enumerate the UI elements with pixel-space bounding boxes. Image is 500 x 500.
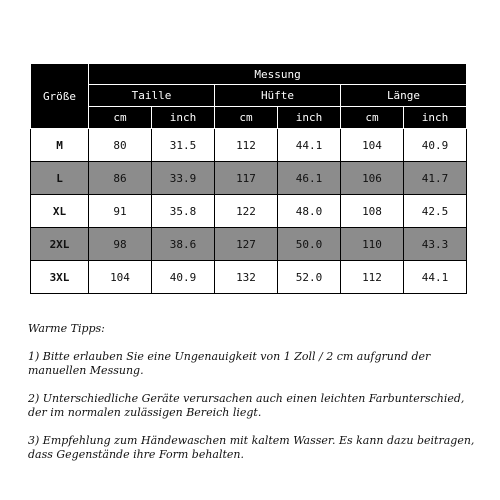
unit-header-cm: cm <box>215 107 278 129</box>
size-header: Größe <box>31 64 89 129</box>
notes-title: Warme Tipps: <box>28 322 105 335</box>
value-cell: 43.3 <box>404 228 467 261</box>
value-cell: 44.1 <box>278 129 341 162</box>
size-cell: L <box>31 162 89 195</box>
value-cell: 127 <box>215 228 278 261</box>
header-row-measure <box>31 64 467 85</box>
value-cell: 117 <box>215 162 278 195</box>
group-header-huefte: Hüfte <box>215 85 341 107</box>
value-cell: 108 <box>341 195 404 228</box>
value-cell: 48.0 <box>278 195 341 228</box>
unit-header-inch: inch <box>152 107 215 129</box>
size-cell: XL <box>31 195 89 228</box>
table-row <box>31 162 467 195</box>
size-cell: M <box>31 129 89 162</box>
value-cell: 106 <box>341 162 404 195</box>
value-cell: 104 <box>341 129 404 162</box>
unit-header-cm: cm <box>341 107 404 129</box>
value-cell: 98 <box>89 228 152 261</box>
value-cell: 42.5 <box>404 195 467 228</box>
value-cell: 46.1 <box>278 162 341 195</box>
value-cell: 38.6 <box>152 228 215 261</box>
tip-item: 1) Bitte erlauben Sie eine Ungenauigkeit von 1 Zoll / 2 cm aufgrund der manuellen Messung. <box>28 350 431 377</box>
size-cell: 3XL <box>31 261 89 294</box>
table-row <box>31 261 467 294</box>
value-cell: 41.7 <box>404 162 467 195</box>
table-row <box>31 129 467 162</box>
measure-header: Messung <box>89 64 467 85</box>
value-cell: 35.8 <box>152 195 215 228</box>
value-cell: 50.0 <box>278 228 341 261</box>
value-cell: 110 <box>341 228 404 261</box>
unit-header-inch: inch <box>278 107 341 129</box>
value-cell: 112 <box>215 129 278 162</box>
size-chart-table <box>30 63 467 294</box>
unit-header-cm: cm <box>89 107 152 129</box>
value-cell: 91 <box>89 195 152 228</box>
value-cell: 112 <box>341 261 404 294</box>
unit-header-inch: inch <box>404 107 467 129</box>
table-row <box>31 228 467 261</box>
value-cell: 40.9 <box>152 261 215 294</box>
value-cell: 33.9 <box>152 162 215 195</box>
group-header-laenge: Länge <box>341 85 467 107</box>
value-cell: 44.1 <box>404 261 467 294</box>
care-notes <box>28 322 478 476</box>
value-cell: 80 <box>89 129 152 162</box>
value-cell: 122 <box>215 195 278 228</box>
tip-item: 2) Unterschiedliche Geräte verursachen auch einen leichten Farbunterschied, der im normalen zulässigen Bereich liegt. <box>28 392 465 419</box>
size-cell: 2XL <box>31 228 89 261</box>
value-cell: 86 <box>89 162 152 195</box>
value-cell: 104 <box>89 261 152 294</box>
table-row <box>31 195 467 228</box>
header-row-groups <box>31 85 467 107</box>
value-cell: 132 <box>215 261 278 294</box>
group-header-taille: Taille <box>89 85 215 107</box>
value-cell: 40.9 <box>404 129 467 162</box>
value-cell: 52.0 <box>278 261 341 294</box>
header-row-units <box>31 107 467 129</box>
tip-item: 3) Empfehlung zum Händewaschen mit kaltem Wasser. Es kann dazu beitragen, dass Gegenstände ihre Form behalten. <box>28 434 475 461</box>
value-cell: 31.5 <box>152 129 215 162</box>
